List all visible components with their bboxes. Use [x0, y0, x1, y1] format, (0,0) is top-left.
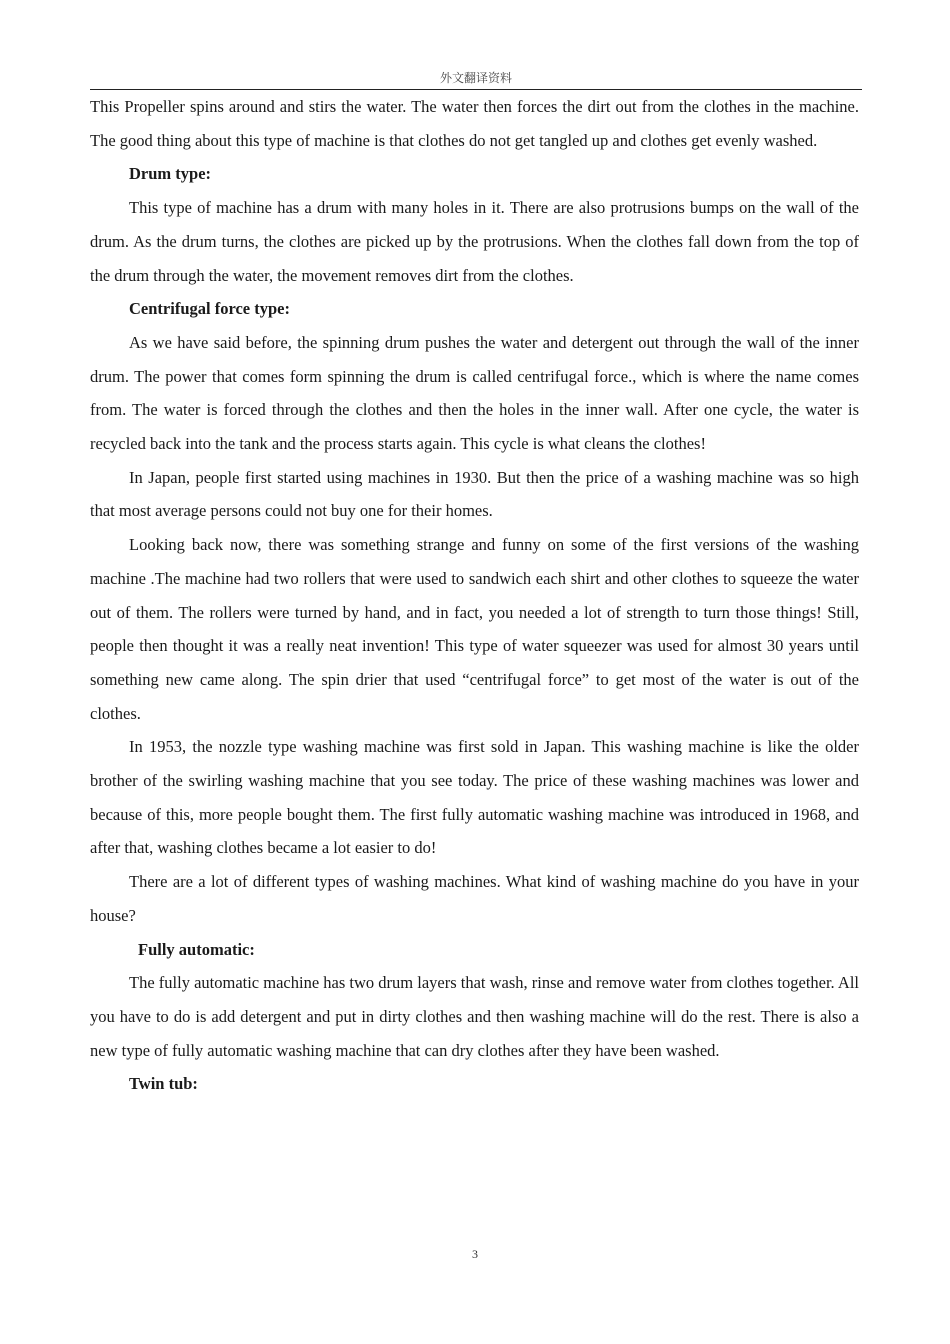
paragraph-centrifugal-force: As we have said before, the spinning drum pushes the water and detergent out through the wall of the inner drum. The power that comes form spinning the drum is called centrifugal force., which is where the name comes from. The water is forced through the clothes and then the holes in the inner wall. After one cycle, the water is recycled back into the tank and the process starts again. This cycle is what cleans the clothes!: [90, 332, 859, 454]
paragraph-propeller: This Propeller spins around and stirs the water. The water then forces the dirt out from the clothes in the machine. The good thing about this type of machine is that clothes do not get tangled up and clothes get evenly washed.: [90, 97, 859, 150]
heading-fully-automatic: Fully automatic:: [138, 939, 255, 959]
paragraph-1953-nozzle: In 1953, the nozzle type washing machine was first sold in Japan. This washing machine is like the older brother of the swirling washing machine that you see today. The price of these washing machines was lower and because of this, more people bought them. The first fully automatic washing machine was introduced in 1968, and after that, washing clothes became a lot easier to do!: [90, 737, 859, 858]
paragraph-fully-automatic: The fully automatic machine has two drum layers that wash, rinse and remove water from clothes together. All you have to do is add detergent and put in dirty clothes and then washing machine will do the rest. There is also a new type of fully automatic washing machine that can dry clothes after they have been washed.: [90, 973, 859, 1060]
paragraph-types-question: There are a lot of different types of washing machines. What kind of washing machine do you have in your house?: [90, 872, 859, 925]
paragraph-japan-1930: In Japan, people first started using machines in 1930. But then the price of a washing machine was so high that most average persons could not buy one for their homes.: [90, 467, 859, 521]
paragraph-looking-back: Looking back now, there was something strange and funny on some of the first versions of the washing machine .The machine had two rollers that were used to sandwich each shirt and other clothes to squeeze the water out of them. The rollers were turned by hand, and in fact, you needed a lot of strength to turn those things! Still, people then thought it was a really neat invention! This type of water squeezer was used for almost 30 years until something new came along. The spin drier that used “centrifugal force” to get most of the water is out of the clothes.: [90, 535, 859, 723]
document-body: [90, 90, 859, 1101]
page-header: [90, 70, 862, 90]
heading-twin-tub: Twin tub:: [129, 1074, 198, 1094]
header-title: 外文翻译资料: [439, 71, 512, 85]
heading-centrifugal-force-type: Centrifugal force type:: [129, 299, 290, 319]
paragraph-drum-type: This type of machine has a drum with many holes in it. There are also protrusions bumps on the wall of the drum. As the drum turns, the clothes are picked up by the protrusions. When the clothes fall down from the top of the drum through the water, the movement removes dirt from the clothes.: [90, 198, 859, 285]
page-number: 3: [472, 1247, 478, 1261]
heading-drum-type: Drum type:: [129, 164, 212, 184]
